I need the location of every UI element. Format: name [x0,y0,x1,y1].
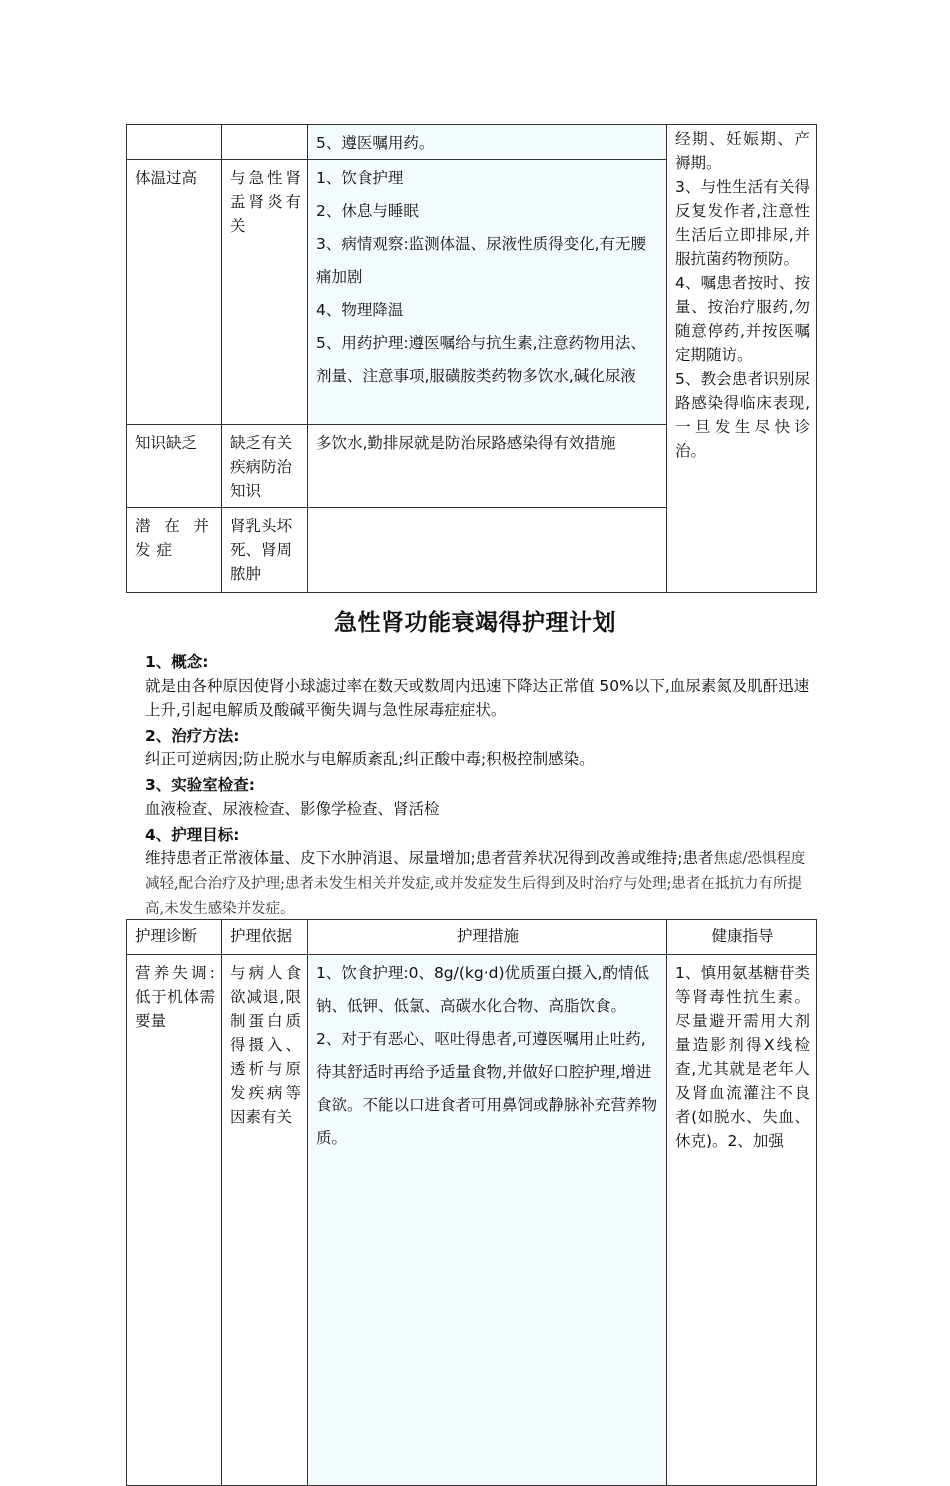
header-measures: 护理措施 [308,920,667,955]
cell-measures [308,125,667,160]
cell-guidance: 1、慎用氨基糖苷类等肾毒性抗生素。尽量避开需用大剂量造影剂得X线检查,尤其就是老年人及肾血流灌注不良者(如脱水、失血、休克)。2、加强 [667,955,817,1486]
nursing-plan-table-continued [126,124,817,593]
goal-text-part: 焦虑/恐惧程度减轻,配合治疗及护理;患者未发生相关并发症,或并发症发生后得到及时治疗与处理;患者在抵抗力有所提高,未发生感染并发症。 [145,851,806,917]
section-heading-therapy: 2、治疗方法: [145,727,240,745]
section-text-therapy: 纠正可逆病因;防止脱水与电解质紊乱;纠正酸中毒;积极控制感染。 [145,750,595,768]
measure-item: 5、遵医嘱用药。 [316,134,435,152]
cell-diagnosis: 知识缺乏 [127,425,222,508]
measure-item: 1、饮食护理 [316,169,404,187]
cell-measures [308,508,667,593]
cell-basis [222,125,308,160]
measure-item: 多饮水,勤排尿就是防治尿路感染得有效措施 [316,434,616,452]
section-heading-lab: 3、实验室检查: [145,776,255,794]
nursing-plan-table [126,919,817,1486]
cell-basis: 缺乏有关疾病防治知识 [222,425,308,508]
cell-measures [308,955,667,1486]
goal-text-part: 维持患者正常液体量、皮下水肿消退、尿量增加;患者营养状况得到改善或维持;患者 [145,849,714,867]
header-diagnosis: 护理诊断 [127,920,222,955]
measure-item: 2、对于有恶心、呕吐得患者,可遵医嘱用止吐药,待其舒适时再给予适量食物,并做好口腔护理,增进食欲。不能以口进食者可用鼻饲或静脉补充营养物质。 [316,1030,658,1147]
header-basis: 护理依据 [222,920,308,955]
section-text-goal [145,846,813,921]
cell-basis: 与病人食欲减退,限制蛋白质得摄入、透析与原发疾病等因素有关 [222,955,308,1486]
section-text-lab: 血液检查、尿液检查、影像学检查、肾活检 [145,800,440,818]
measure-item: 1、饮食护理:0、8g/(kg·d)优质蛋白摄入,酌情低钠、低钾、低氯、高碳水化合物、高脂饮食。 [316,964,649,1015]
measure-item: 4、物理降温 [316,301,404,319]
section-heading-goal: 4、护理目标: [145,826,240,844]
measure-item: 5、用药护理:遵医嘱给与抗生素,注意药物用法、剂量、注意事项,服磺胺类药物多饮水,碱化尿液 [316,334,647,385]
header-guidance: 健康指导 [667,920,817,955]
cell-diagnosis: 营养失调:低于机体需要量 [127,955,222,1486]
measure-item: 2、休息与睡眠 [316,202,419,220]
cell-diagnosis: 潜在并发症 [127,508,222,593]
page-title: 急性肾功能衰竭得护理计划 [334,610,616,636]
cell-diagnosis [127,125,222,160]
section-heading-concept: 1、概念: [145,653,209,671]
cell-guidance: 经期、妊娠期、产褥期。 3、与性生活有关得反复发作者,注意性生活后立即排尿,并服抗菌药物预防。 4、嘱患者按时、按量、按治疗服药,勿随意停药,并按医嘱定期随访。 5、教会患者识别尿路感染得临床表现,一旦发生尽快诊治。 [667,125,817,593]
cell-basis: 肾乳头坏死、肾周脓肿 [222,508,308,593]
section-text-concept: 就是由各种原因使肾小球滤过率在数天或数周内迅速下降达正常值 50%以下,血尿素氮及肌酐迅速上升,引起电解质及酸碱平衡失调与急性尿毒症症状。 [145,677,810,719]
cell-diagnosis: 体温过高 [127,160,222,425]
cell-measures [308,425,667,508]
cell-basis: 与急性肾盂肾炎有关 [222,160,308,425]
measure-item: 3、病情观察:监测体温、尿液性质得变化,有无腰痛加剧 [316,235,647,286]
cell-measures [308,160,667,425]
